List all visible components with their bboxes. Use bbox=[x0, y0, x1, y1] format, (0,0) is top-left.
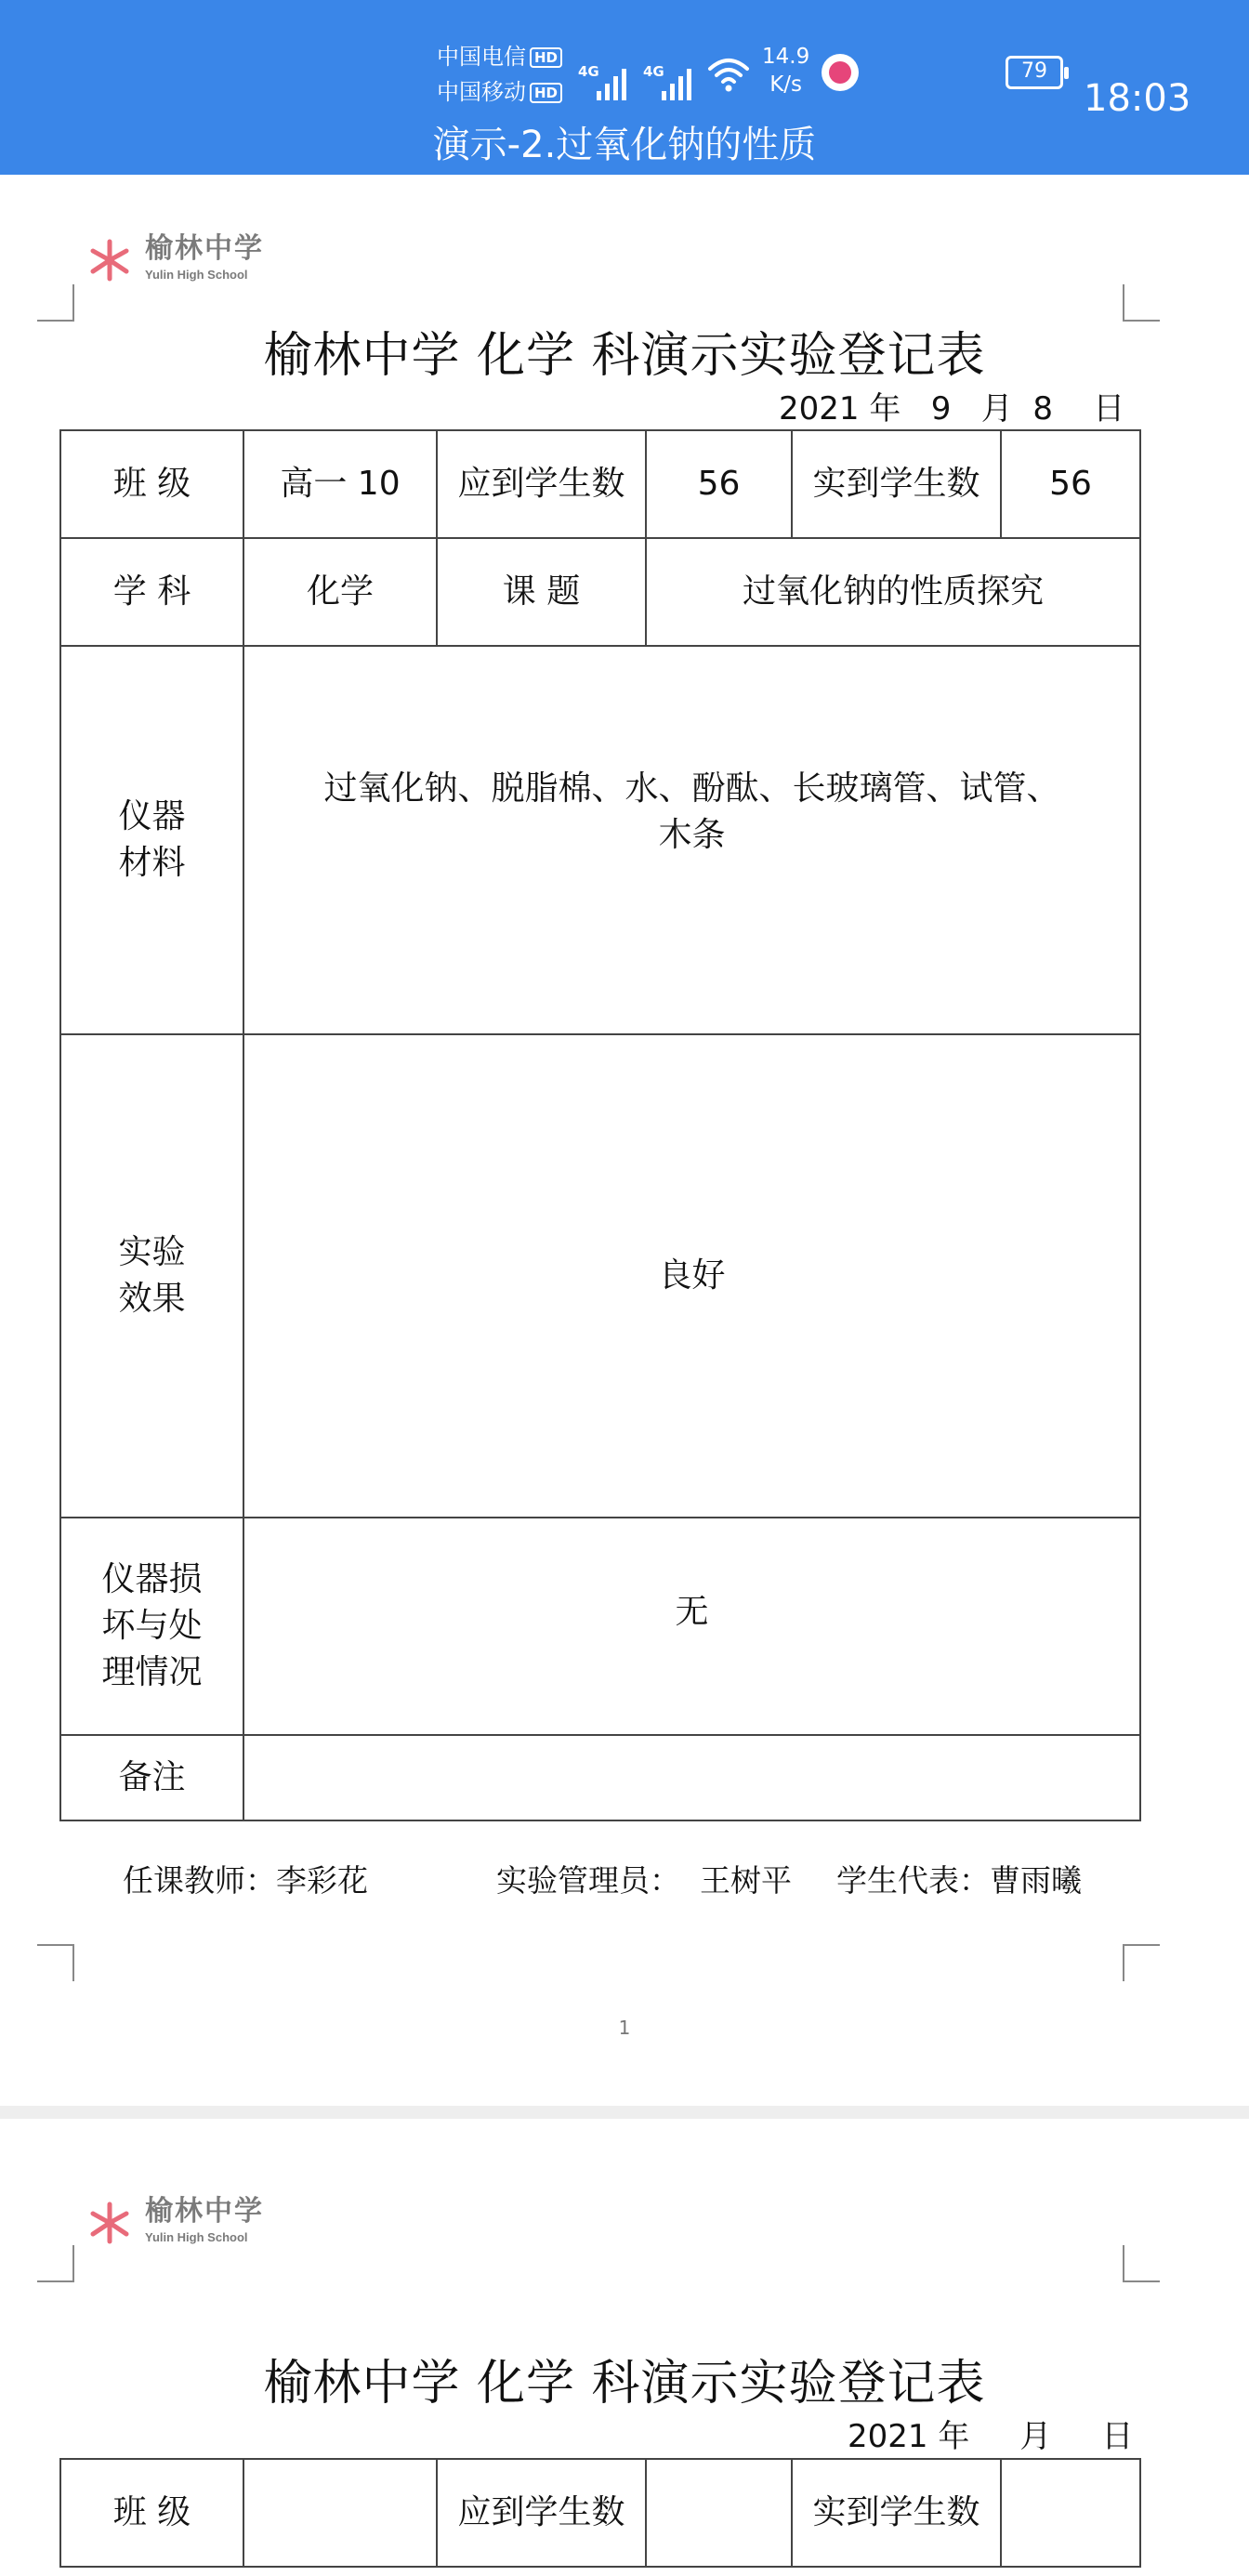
signal-icon: 4G bbox=[578, 45, 639, 110]
page-corner-mark bbox=[1123, 2245, 1160, 2282]
hd-badge: HD bbox=[530, 83, 562, 103]
materials-value: 过氧化钠、脱脂棉、水、酚酞、长玻璃管、试管、 木条 bbox=[243, 646, 1140, 1034]
school-logo bbox=[85, 230, 281, 290]
damage-label: 仪器损 坏与处 理情况 bbox=[60, 1518, 243, 1735]
remarks-value bbox=[243, 1735, 1140, 1820]
page-corner-mark bbox=[37, 2245, 74, 2282]
subject-label: 学 科 bbox=[60, 538, 243, 646]
form-date: 2021 年 月 日 bbox=[848, 2418, 1134, 2455]
carrier-info bbox=[437, 39, 562, 110]
actual-students-label: 实到学生数 bbox=[792, 2459, 1001, 2567]
app-notification-icon bbox=[822, 54, 859, 91]
page-corner-mark bbox=[1123, 1944, 1160, 1981]
status-bar bbox=[0, 28, 1249, 120]
actual-students-value bbox=[1001, 2459, 1140, 2567]
form-title: 榆林中学 化学 科演示实验登记表 bbox=[263, 2356, 986, 2412]
table-row bbox=[60, 646, 1140, 1034]
page-corner-mark bbox=[1123, 284, 1160, 322]
damage-value: 无 bbox=[243, 1518, 1140, 1735]
logo-name: 榆林中学 bbox=[145, 2195, 264, 2228]
document-title: 演示-2.过氧化钠的性质 bbox=[432, 124, 817, 166]
student-representative: 学生代表：曹雨曦 bbox=[836, 1862, 1082, 1899]
logo-flower-icon bbox=[85, 2199, 134, 2247]
table-row bbox=[60, 430, 1140, 538]
logo-english-name: Yulin High School bbox=[145, 268, 248, 282]
materials-label: 仪器 材料 bbox=[60, 646, 243, 1034]
class-value bbox=[243, 2459, 437, 2567]
table-row bbox=[60, 1034, 1140, 1518]
clock: 18:03 bbox=[1084, 77, 1191, 120]
teacher-name: 任课教师：李彩花 bbox=[123, 1862, 368, 1899]
class-label: 班 级 bbox=[60, 430, 243, 538]
battery-icon bbox=[1006, 56, 1063, 89]
logo-name: 榆林中学 bbox=[145, 232, 264, 265]
lab-manager-name: 实验管理员： 王树平 bbox=[496, 1862, 792, 1899]
carrier-2: 中国移动 bbox=[437, 79, 526, 105]
expected-students-value: 56 bbox=[646, 430, 792, 538]
registration-table bbox=[59, 2458, 1141, 2568]
table-row bbox=[60, 2459, 1140, 2567]
wifi-icon bbox=[706, 54, 751, 95]
actual-students-label: 实到学生数 bbox=[792, 430, 1001, 538]
table-row bbox=[60, 1518, 1140, 1735]
topic-label: 课 题 bbox=[437, 538, 646, 646]
effect-label: 实验 效果 bbox=[60, 1034, 243, 1518]
school-logo bbox=[85, 2193, 281, 2253]
topic-value: 过氧化钠的性质探究 bbox=[646, 538, 1140, 646]
subject-value: 化学 bbox=[243, 538, 437, 646]
registration-table bbox=[59, 429, 1141, 1821]
page-number: 1 bbox=[618, 2017, 631, 2039]
table-row bbox=[60, 538, 1140, 646]
hd-badge: HD bbox=[530, 47, 562, 68]
expected-students-label: 应到学生数 bbox=[437, 2459, 646, 2567]
page-corner-mark bbox=[37, 284, 74, 322]
battery-level: 79 bbox=[1021, 59, 1047, 83]
class-label: 班 级 bbox=[60, 2459, 243, 2567]
carrier-1: 中国电信 bbox=[437, 44, 526, 70]
expected-students-value bbox=[646, 2459, 792, 2567]
page-separator bbox=[0, 2106, 1249, 2119]
class-value: 高一 10 bbox=[243, 430, 437, 538]
app-bar bbox=[0, 0, 1249, 175]
actual-students-value: 56 bbox=[1001, 430, 1140, 538]
remarks-label: 备注 bbox=[60, 1735, 243, 1820]
page-corner-mark bbox=[37, 1944, 74, 1981]
logo-english-name: Yulin High School bbox=[145, 2230, 248, 2244]
table-row bbox=[60, 1735, 1140, 1820]
signal-icon: 4G bbox=[643, 45, 704, 110]
logo-flower-icon bbox=[85, 236, 134, 284]
effect-value: 良好 bbox=[243, 1034, 1140, 1518]
form-date: 2021 年 9 月 8 日 bbox=[779, 390, 1125, 427]
form-title: 榆林中学 化学 科演示实验登记表 bbox=[263, 328, 986, 384]
network-speed: 14.9 K/s bbox=[762, 45, 810, 97]
expected-students-label: 应到学生数 bbox=[437, 430, 646, 538]
